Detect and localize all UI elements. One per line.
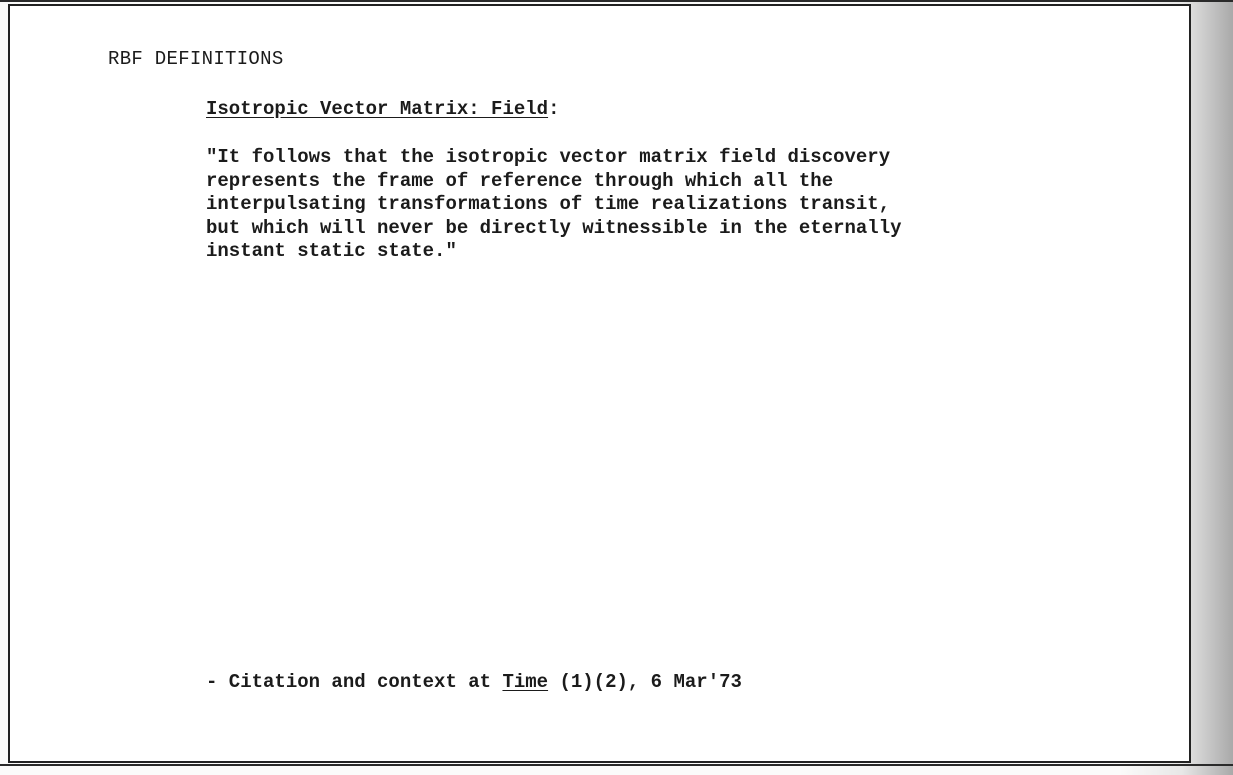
card-header-label: RBF DEFINITIONS	[108, 48, 284, 70]
card-top-edge	[0, 0, 1233, 2]
citation-prefix: - Citation and context at	[206, 671, 503, 693]
quote-line: "It follows that the isotropic vector matrix field discovery	[206, 146, 891, 168]
citation-suffix: (1)(2), 6 Mar'73	[548, 671, 742, 693]
quote-line: but which will never be directly witnessible in the eternally	[206, 216, 902, 239]
term-colon: :	[548, 98, 560, 120]
citation-reference-link[interactable]: Time	[502, 671, 549, 693]
definition-quote	[206, 146, 1086, 264]
quote-line: instant static state."	[206, 240, 457, 262]
card-bottom-edge	[0, 764, 1233, 766]
quote-line: represents the frame of reference through which all the	[206, 169, 834, 192]
definition-card	[8, 4, 1191, 763]
citation-line	[206, 671, 742, 693]
term-heading	[206, 98, 559, 120]
term-title: Isotropic Vector Matrix: Field	[206, 98, 549, 120]
quote-line: interpulsating transformations of time realizations transit,	[206, 193, 891, 215]
